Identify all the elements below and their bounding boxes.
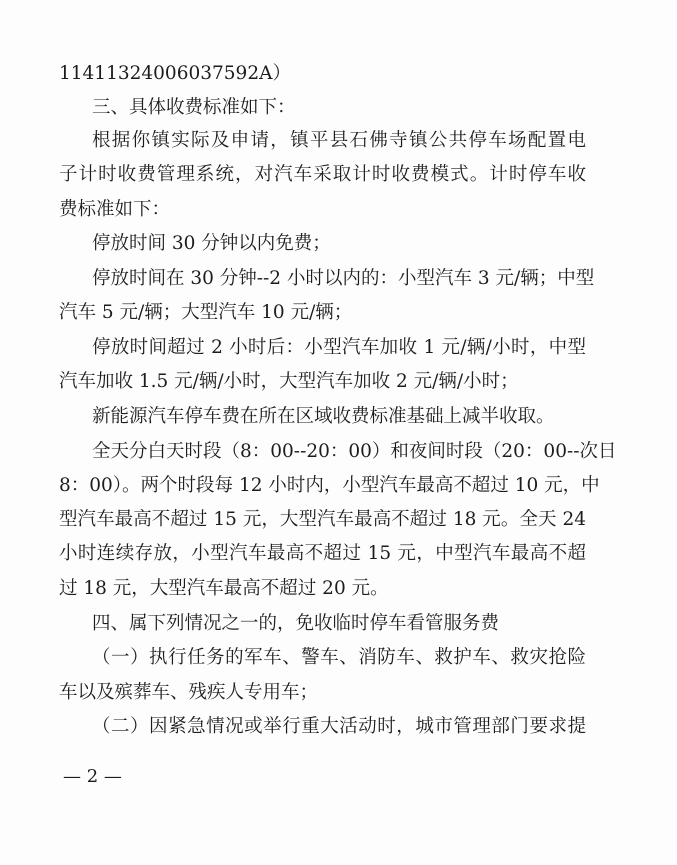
text-line-8: 汽车 5 元/辆；大型汽车 10 元/辆；: [59, 302, 353, 323]
text-line-6: 停放时间 30 分钟以内免费；: [92, 233, 331, 254]
text-line-14: 型汽车最高不超过 15 元，大型汽车最高不超过 18 元。全天 24: [59, 509, 586, 530]
text-line-15: 小时连续存放，小型汽车最高不超过 15 元，中型汽车最高不超: [59, 543, 586, 564]
text-line-11: 新能源汽车停车费在所在区域收费标准基础上减半收取。: [92, 406, 555, 427]
text-line-10: 汽车加收 1.5 元/辆/小时，大型汽车加收 2 元/辆/小时；: [59, 371, 519, 392]
text-line-3: 根据你镇实际及申请，镇平县石佛寺镇公共停车场配置电: [92, 130, 586, 151]
text-line-5: 费标准如下：: [59, 199, 171, 220]
text-line-20: （二）因紧急情况或举行重大活动时，城市管理部门要求提: [92, 716, 586, 737]
text-line-18: （一）执行任务的军车、警车、消防车、救护车、救灾抢险: [92, 647, 586, 668]
page-number: — 2 —: [63, 766, 122, 787]
text-line-1: 11411324006037592A）: [59, 63, 291, 84]
text-line-13: 8：00）。两个时段每 12 小时内，小型汽车最高不超过 10 元，中: [59, 475, 600, 496]
text-line-4: 子计时收费管理系统，对汽车采取计时收费模式。计时停车收: [59, 164, 586, 185]
text-line-16: 过 18 元，大型汽车最高不超过 20 元。: [59, 578, 389, 599]
section-heading-3: 三、具体收费标准如下：: [92, 97, 296, 118]
text-line-19: 车以及殡葬车、残疾人专用车；: [59, 682, 319, 703]
text-line-9: 停放时间超过 2 小时后：小型汽车加收 1 元/辆/小时，中型: [92, 337, 586, 358]
text-line-7: 停放时间在 30 分钟--2 小时以内的：小型汽车 3 元/辆；中型: [92, 268, 595, 289]
text-line-12: 全天分白天时段（8：00--20：00）和夜间时段（20：00--次日: [92, 441, 617, 462]
section-heading-4: 四、属下列情况之一的，免收临时停车看管服务费: [92, 613, 500, 634]
